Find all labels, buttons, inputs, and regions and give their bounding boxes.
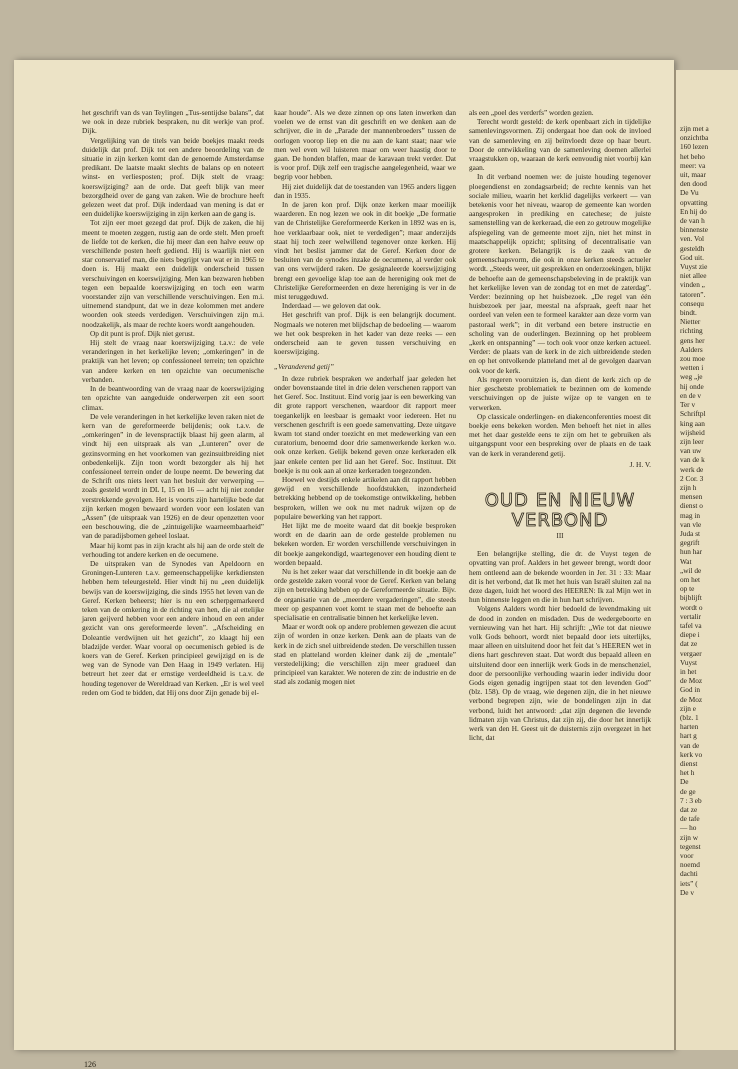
text-line: Aalders [680, 344, 703, 354]
text-line: gesteldh [680, 243, 705, 253]
paragraph: In dit verband noemen we: de juiste houding tegenover ploegendienst en zondagsarbeid; de rechte kennis van het sociale milieu, waarin het kerklid dagelijks verkeert — van betekenis voor het niveau, waarop de gemeente kan worden aangesproken in prediking en catechese; de juiste samenstelling van de kerkeraad, die een zo getrouw mogelijke afspiegeling van de gemeente moet zijn, niet het minst in maatschappelijk opzicht; splitsing of decentralisatie van grotere kerken. Belangrijk is de zaak van de gemeenschapsvorm, die ook in onze kerken steeds actueler wordt. „Steeds weer, uit gesprekken en onderzoekingen, blijkt de behoefte aan de gemeenschapsbeleving in de praktijk van het kerkelijke leven van de zondag tot en met de zaterdag”. Verder: bezinning op het huisbezoek. „De regel van één huisbezoek per jaar, meestal na afspraak, geeft naar het oordeel van velen een te formeel karakter aan deze vorm van pastoraal werk”; in dit verband een betere instructie en scholing van de ouderlingen. Bezinning op het probleem „kerk en ontspanning” — toch ook voor onze kerken actueel. Verder: de plaats van de kerk in de zich uitbreidende steden en op het ontvolkende platteland met al de gevolgen daarvan ook voor de kerk. [469, 172, 651, 375]
text-line: kerk vo [680, 749, 703, 759]
text-line: De Vu [680, 188, 699, 198]
text-line: van uw [680, 446, 702, 456]
text-line: diepe i [680, 630, 700, 640]
text-line: En hij do [680, 206, 707, 216]
paragraph: het geschrift van ds van Teylingen „Tus-sentijdse balans”, dat we ook in deze rubriek bespraken, nu dit werkje van prof. Dijk. [82, 108, 264, 136]
text-line: Vuyst [680, 657, 697, 667]
text-line: vinden „ [680, 280, 705, 290]
text-line: Wat [680, 556, 692, 566]
text-line: de van h [680, 216, 705, 226]
text-column-2 [274, 108, 456, 687]
text-line: tatoren”. [680, 289, 706, 299]
text-line: zijn leer [680, 436, 704, 446]
text-line: de ge [680, 786, 696, 796]
text-line: tegenst [680, 841, 701, 851]
text-line: (blz. 1 [680, 713, 699, 722]
paragraph: Maar er wordt ook op andere problemen gewezen die acuut zijn of worden in onze kerken. Denk aan de plaats van de kerk in de zich snel uitbreidende steden. De verschillen tussen stad en platteland worden kleiner dank zij de „mentale” verstedelijking; die verschillen zijn meer gradueel dan principieel van karakter. We noteren de zin: de industrie en de stad als zodanig mogen niet [274, 622, 456, 687]
text-line: van de k [680, 455, 705, 465]
page-number: 126 [84, 1060, 96, 1069]
text-line: wijsheid [680, 427, 705, 437]
text-line: vertalir [680, 611, 702, 621]
text-line: dienst o [680, 501, 703, 511]
section-heading: „Veranderend getij” [274, 362, 334, 372]
text-line: gens her [680, 335, 705, 345]
text-line: De v [680, 887, 694, 897]
text-line: werk de [680, 464, 704, 474]
text-line: dachti [680, 869, 698, 879]
text-line: het beho [680, 151, 705, 161]
text-column-cut [680, 124, 738, 897]
paragraph: In de jaren kon prof. Dijk onze kerken maar moeilijk waarderen. En nog lezen we ook in dit boekje „De formatie van de Christelijke Gereformeerde Kerken in 1892 was en is, hoe verklaarbaar ook, niet te verdedigen”; maar anderzijds staat hij toch zeer welwillend tegenover onze kerken. Hij vindt het beslist jammer dat de Geref. Kerken door de besluiten van de synodes inzake de oecumene, al verder ook van ons verwijderd raken. De gesignaleerde koerswijziging brengt een gevoelige klap toe aan de hereniging ook met de Christelijke Gereformeerden en deze hereniging is ver in de mist teruggeduwd. [274, 200, 456, 302]
text-line: dienst [680, 759, 698, 769]
text-line: tafel va [680, 620, 702, 630]
text-line: dat ze [680, 805, 698, 815]
text-line: king aan [680, 418, 705, 428]
text-line: bijblijft [680, 593, 702, 603]
text-line: dat ze [680, 639, 698, 649]
article-title [469, 491, 651, 531]
text-line: harten [680, 722, 699, 732]
paragraph: Volgens Aalders wordt hier bedoeld de levendmaking uit de dood in zonden en misdaden. Dus de wedergeboorte en vernieuwing van het hart. Hij schrijft: „Wie tot dat nieuwe volk Gods behoort, wordt niet bepaald door iets uiterlijks, maar alleen en uitsluitend door het feit dat 's HEEREN wet in diens hart geschreven staat. Dat wordt dus bepaald alleen en uitsluitend door een innerlijk werk Gods in de menschenziel, door de persoonlijke verhouding waarin ieder individu door Gods eigen genadig ingrijpen staat tot den levenden God” (blz. 158). Op de vraag, wie degenen zijn, die in het nieuwe verbond begrepen zijn, wie de bondelingen zijn in dat verbond, luidt het antwoord: „dat zijn degenen die levende lidmaten zijn van Christus, dat zijn zij, die door het innerlijk werk van den H. Geest uit de duisternis zijn overgezet in het licht, dat [469, 604, 651, 743]
text-line: zijn w [680, 832, 699, 842]
text-line: Ter v [680, 400, 696, 410]
text-line: richting [680, 326, 703, 336]
text-line: zijn met a [680, 124, 709, 133]
text-line: „wil de [680, 565, 702, 575]
paragraph: Inderdaad — we geloven dat ook. [282, 301, 381, 311]
paragraph: Hij stelt de vraag naar koerswijziging t.a.v.: de vele veranderingen in het kerkelijke leven; „omkeringen” in de praktijk van het leven; op confessioneel terrein; ten opzichte van andere kerken en ten opzichte van oecumenische verbanden. [82, 338, 264, 384]
text-line: zou moe [680, 354, 705, 364]
text-line: en de v [680, 390, 702, 400]
paragraph: Op classicale onderlingen- en diakenconferenties moest dit boekje eens bekeken worden. Men behoeft het niet in alles met het daar gestelde eens te zijn om het te gebruiken als uitgangspunt voor een bespreking over de plaats en de taak van de kerk in veranderend getij. [469, 411, 651, 458]
paragraph: Het lijkt me de moeite waard dat dit boekje besproken wordt en de daarin aan de orde gestelde problemen nu bekeken worden. Er worden verschillende verschuivingen in dit boekje aangekondigd, waartegenover een houding dient te worden bepaald. [274, 520, 456, 567]
text-line: van vle [680, 519, 702, 529]
text-line: hij onde [680, 381, 704, 391]
paragraph: Vergelijking van de titels van beide boekjes maakt reeds duidelijk dat prof. Dijk tot een andere beoordeling van de situatie in zijn kerken komt dan de genoemde Amsterdamse predikant. De laatste maakt slechts de balans op en noteert winst- en verliesposten; prof. Dijk stelt de vraag: koerswijziging? aan de orde. Dat geeft blijk van meer bezorgdheid over de gang van zaken. Wie de brochure heeft gelezen weet dat prof. Dijk inderdaad van mening is dat er een duidelijke koerswijziging in zijn kerken aan de gang is. [82, 135, 264, 219]
text-line: 2 Cor. 3 [680, 473, 704, 483]
text-line: bindt. [680, 308, 697, 318]
text-line: de tafe [680, 814, 700, 824]
paragraph: Maar hij komt pas in zijn kracht als hij aan de orde stelt de verhouding tot andere kerken en de oecumene. [82, 540, 264, 559]
paragraph: In deze rubriek bespraken we anderhalf jaar geleden het onder bovenstaande titel in drie delen verschenen rapport van het Geref. Soc. Instituut. Eind vorig jaar is een bewerking van dit grote rapport verschenen, waardoor dit rapport meer toegankelijk en leesbaar is gemaakt voor iedereen. Het nu verschenen geschrift is een goede samenvatting. Deze uitgave kwam tot stand onder toezicht en met medewerking van een curatorium, benoemd door drie samenwerkende kerken w.o. ook onze kerken. Gelijk bekend geven onze kerkeraden elk jaar enkele centen per lid aan het Geref. Soc. Instituut. Dit boekje is nu ook aan al onze kerkeraden toegezonden. [274, 373, 456, 475]
paragraph: De vele veranderingen in het kerkelijke leven raken niet de kern van de gereformeerde belijdenis; ook t.a.v. de „omkeringen” in de levenspractijk blaast hij geen alarm, al vindt hij een uitspraak als van „Lunteren” over de gezinsvorming en het voorkomen van gezinsuitbreiding niet onbedenkelijk. Zijn toon wordt bezorgder als hij het confessioneel terrein onder de loupe neemt. De bewering dat de Schrift ons niets leert van het besluit der verwerping — zoals gesteld wordt in DL I, 15 en 16 — acht hij niet zonder verstrekkende gevolgen. Het is voorts zijn hartelijke bede dat zijn kerken mogen bewaard worden voor een loslaten van „Assen” (de uitspraak van 1926) en de deur openzetten voor een beschouwing, die de „zintuigelijke waarneembaarheid” van de paradijsbomen geheel loslaat. [82, 411, 264, 541]
text-line: den dood [680, 179, 707, 189]
paragraph: Een belangrijke stelling, die dr. de Vuyst tegen de opvatting van prof. Aalders in het geweer brengt, wordt door hem ontleend aan de bekende woorden in Jer. 31 : 33: Maar dit is het verbond, dat Ik met het huis van Israël sluiten zal na deze dagen, luidt het woord des HEEREN: Ik zal Mijn wet in hun binnenste leggen en die in hun hart schrijven. [469, 549, 651, 605]
text-line: mag in [680, 510, 701, 520]
text-line: in het [680, 666, 697, 676]
paragraph: Hij ziet duidelijk dat de toestanden van 1965 anders liggen dan in 1935. [274, 181, 456, 200]
text-line: hun har [680, 547, 703, 557]
text-line: van de [680, 740, 700, 750]
paragraph: Hoewel we destijds enkele artikelen aan dit rapport hebben gewijd en verschillende hoofdstukken, inzonderheid betrekking hebbend op de toekomstige ontwikkeling, hebben besproken, willen we ook nu met nadruk wijzen op de populaire bewerking van het rapport. [274, 474, 456, 521]
text-line: ven. Vol [680, 234, 705, 244]
paragraph: Op dit punt is prof. Dijk niet gerust. [90, 328, 195, 338]
article-title-line: OUD EN NIEUW [484, 489, 636, 511]
text-line: vergaer [680, 648, 702, 658]
text-column-1 [82, 108, 264, 697]
paragraph: De uitspraken van de Synodes van Apeldoorn en Groningen-Lunteren t.a.v. gemeenschappelijke kerkdiensten hebben hem teleurgesteld. Hier vindt hij nu „een duidelijk bewijs van de koerswijziging, die sinds 1955 het leven van de Geref. Kerken beheerst; hier is nu een scherpgemarkeerd teken van de omkering in de richting van hen, die al ettelijke jaren geijverd hebben voor een andere inhoud en een ander gezicht van ons gereformeerde leven”. „Afscheiding en Doleantie verdwijnen uit het gezicht”, zo klaagt hij een bladzijde verder. Waar vooral op oecumenisch gebied is de koers van de Geref. Kerken principieel gewijzigd en is de weg van de Synode van Den Haag in 1949 verlaten. Hij betreurt het zeer dat er ernstige verdeeldheid is t.a.v. de houding tegenover de Wereldraad van Kerken. „Er is wel veel reden om God te bidden, dat Hij ons door Zijn genade bij el- [82, 558, 264, 697]
text-line: opvatting [680, 197, 708, 207]
text-line: Juda st [680, 528, 701, 538]
text-line: uit, maar [680, 170, 706, 180]
paragraph: Het geschrift van prof. Dijk is een belangrijk document. Nogmaals we noteren met blijdschap de bedoeling — waarom we het ook bespreken in het kader van deze reeks — een onderscheid aan te geven tussen verschuiving en koerswijziging. [274, 310, 456, 357]
text-line: weg „je [680, 372, 703, 382]
text-line: consequ [680, 298, 704, 308]
text-line: mensen [680, 492, 703, 502]
paragraph: kaar houde”. Als we deze zinnen op ons laten inwerken dan voelen we de ernst van dit geschrift en we denken aan de schrijver, die in de „Parade der mannenbroeders” tussen de oorlogen voorop liep en die nu aan de kant staat; naar wie men wel even wil luisteren maar om weer haastig door te gaan. De honden blaffen, maar de karavaan trekt verder. Dat is voor prof. Dijk zelf een tragische aangelegenheid, waar we begrip voor hebben. [274, 108, 456, 182]
text-line: Vuyst zie [680, 262, 708, 272]
text-line: 7 : 3 eb [680, 795, 702, 805]
text-line: wetten i [680, 363, 704, 373]
paragraph: In de beantwoording van de vraag naar de koerswijziging ten opzichte van aangeduide onderwerpen zit een soort climax. [82, 384, 264, 412]
paragraph: Nu is het zeker waar dat verschillende in dit boekje aan de orde gestelde zaken vooral voor de Geref. Kerken van belang zijn en betrekking hebben op de Gereformeerde situatie. Bijv. de organisatie van de „meerdere vergaderingen”, die steeds meer op gespannen voet komt te staan met de behoefte aan specialisatie en centralisatie binnen het kerkelijke leven. [274, 566, 456, 622]
paragraph: Tot zijn eer moet gezegd dat prof. Dijk de zaken, die hij meent te moeten zeggen, rustig aan de orde stelt. Men proeft de liefde tot de kerken, die hij meer dan een halve eeuw op verschillende posten heeft gediend. Hij is waarlijk niet een star conservatief man, die niets begrijpt van wat er in 1965 te doen is. Hij maakt een duidelijk onderscheid tussen verschuivingen en koerswijziging. Men kan bezwaren hebben tegen een bepaalde koerswijziging en toch een warm voorstander zijn van verschillende verschuivingen. Een m.i. uitnemend standpunt, dat we in deze kolommen met andere woorden ook steeds verdedigen. Verschuivingen zijn m.i. noodzakelijk, als maar de rechte koers wordt aangehouden. [82, 218, 264, 329]
text-line: God in [680, 685, 701, 695]
text-line: — ho [680, 823, 697, 833]
text-line: hart g [680, 731, 697, 741]
text-line: iets” ( [680, 878, 698, 888]
text-line: om het [680, 574, 701, 584]
text-line: onzichtba [680, 133, 709, 143]
paragraph: Terecht wordt gesteld: de kerk openbaart zich in tijdelijke samenlevingsvormen. Zij ondergaat hoe dan ook de invloed van de samenleving en zij beïnvloedt deze op haar beurt. Door de ontwikkeling van de samenleving doemen allerlei vraagstukken op, waaraan de kerk eenvoudig niet voorbij kàn gaan. [469, 117, 651, 173]
text-line: binnenste [680, 225, 708, 235]
text-line: voor [680, 851, 694, 861]
text-line: niet allee [680, 271, 707, 281]
article-title-line: VERBOND [511, 509, 609, 531]
text-line: De [680, 777, 689, 787]
text-line: wordt o [680, 602, 703, 612]
magazine-page-right-edge [674, 70, 738, 1050]
text-line: 160 lezen [680, 142, 709, 152]
text-line: zijn e [680, 703, 697, 713]
text-column-3 [469, 108, 651, 742]
text-line: Schriftpl [680, 409, 706, 419]
paragraph: Als regeren vooruitzien is, dan dient de kerk zich op de hier geschetste problematiek te bezinnen om de komende verschuivingen op de juiste wijze op te vangen en te verwerken. [469, 374, 651, 412]
author-signature: J. H. V. [629, 459, 651, 469]
text-line: Nietter [680, 317, 701, 327]
text-line: de Moz [680, 676, 703, 686]
text-line: God uit. [680, 252, 704, 262]
text-line: zijn h [680, 482, 697, 492]
text-line: het h [680, 768, 695, 778]
paragraph: als een „poel des verderfs” worden gezien. [469, 108, 594, 117]
article-number: III [556, 531, 564, 540]
text-line: de Moz [680, 694, 703, 704]
text-line: gegrift [680, 538, 700, 548]
text-line: noemd [680, 860, 700, 870]
text-line: meer: va [680, 160, 706, 170]
magazine-page-left [14, 60, 674, 1069]
text-line: op te [680, 584, 695, 594]
